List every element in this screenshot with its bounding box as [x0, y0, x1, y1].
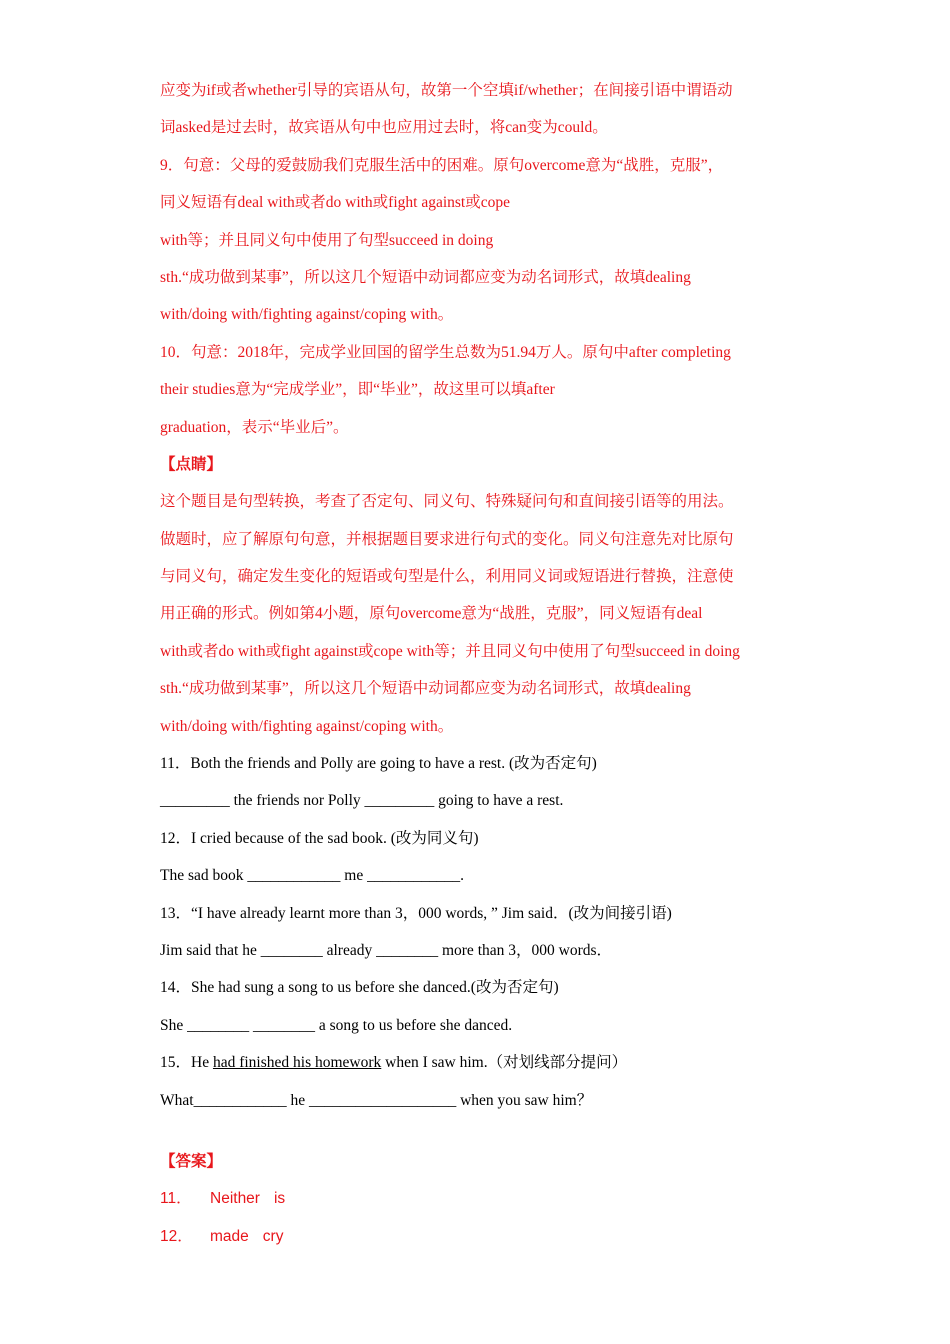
question-11-prompt: 11．Both the friends and Polly are going to have a rest. (改为否定句) — [160, 755, 597, 773]
question-15-prompt-end: when I saw him.（对划线部分提问） — [381, 1054, 628, 1072]
dianjing-heading: 【点睛】 — [160, 455, 223, 473]
dianjing-line: sth.“成功做到某事”，所以这几个短语中动词都应变为动名词形式，故填dealing — [160, 680, 691, 698]
answer-word: made — [210, 1227, 249, 1245]
answers-heading: 【答案】 — [160, 1152, 223, 1170]
dianjing-line: 与同义句，确定发生变化的短语或句型是什么，利用同义词或短语进行替换，注意使 — [160, 568, 734, 586]
dianjing-line: with或者do with或fight against或cope with等；并且同义句中使用了句型succeed in doing — [160, 642, 740, 660]
answer-row-11 — [160, 1180, 800, 1217]
questions-block — [160, 745, 800, 1119]
explanation-line: their studies意为“完成学业”，即“毕业”，故这里可以填after — [160, 381, 555, 399]
dianjing-line: 用正确的形式。例如第4小题，原句overcome意为“战胜，克服”，同义短语有deal — [160, 605, 703, 623]
explanation-line: 10．句意：2018年，完成学业回国的留学生总数为51.94万人。原句中after completing — [160, 343, 731, 361]
question-15-prompt — [160, 1044, 800, 1081]
explanation-line: 9．句意：父母的爱鼓励我们克服生活中的困难。原句overcome意为“战胜，克服”， — [160, 156, 724, 174]
dianjing-line: with/doing with/fighting against/coping with。 — [160, 717, 454, 735]
question-15-underlined-phrase: had finished his homework — [212, 1054, 382, 1072]
explanation-block — [160, 72, 800, 446]
question-14-prompt: 14．She had sung a song to us before she danced.(改为否定句) — [160, 979, 559, 997]
question-12-blanks: The sad book ____________ me ____________. — [160, 867, 464, 885]
explanation-line: with/doing with/fighting against/coping with。 — [160, 306, 454, 324]
answer-word: Neither — [210, 1190, 260, 1208]
section-spacer — [160, 1119, 800, 1143]
question-14-blanks: She ________ ________ a song to us before she danced. — [160, 1016, 513, 1034]
dianjing-line: 这个题目是句型转换，考查了否定句、同义句、特殊疑问句和直间接引语等的用法。 — [160, 493, 734, 511]
answer-word: cry — [262, 1227, 284, 1245]
question-12-prompt: 12．I cried because of the sad book. (改为同义句) — [160, 829, 479, 847]
explanation-line: graduation，表示“毕业后”。 — [160, 418, 349, 436]
document-page — [160, 72, 800, 1255]
explanation-line: 应变为if或者whether引导的宾语从句，故第一个空填if/whether；在间接引语中谓语动 — [160, 82, 733, 99]
question-15-prompt-start: 15．He — [160, 1054, 213, 1072]
explanation-line: with等；并且同义句中使用了句型succeed in doing — [160, 231, 494, 249]
question-13-prompt: 13．“I have already learnt more than 3，000 words, ” Jim said．(改为间接引语) — [160, 904, 672, 922]
question-13-blanks: Jim said that he ________ already ________ more than 3，000 words． — [160, 941, 613, 959]
answer-number: 12． — [160, 1227, 193, 1245]
question-11-blanks: _________ the friends nor Polly _________ going to have a rest. — [160, 792, 564, 810]
explanation-line: 词asked是过去时，故宾语从句中也应用过去时，将can变为could。 — [160, 119, 608, 137]
answers-block — [160, 1143, 800, 1255]
dianjing-block — [160, 446, 800, 745]
answer-word: is — [273, 1190, 286, 1208]
explanation-line: 同义短语有deal with或者do with或fight against或cope — [160, 194, 510, 212]
dianjing-line: 做题时，应了解原句句意，并根据题目要求进行句式的变化。同义句注意先对比原句 — [160, 530, 734, 548]
question-15-blanks: What____________ he ___________________ when you saw him？ — [160, 1091, 593, 1109]
answer-number: 11． — [160, 1190, 192, 1208]
explanation-line: sth.“成功做到某事”，所以这几个短语中动词都应变为动名词形式，故填dealing — [160, 268, 691, 286]
answer-row-12 — [160, 1218, 800, 1255]
